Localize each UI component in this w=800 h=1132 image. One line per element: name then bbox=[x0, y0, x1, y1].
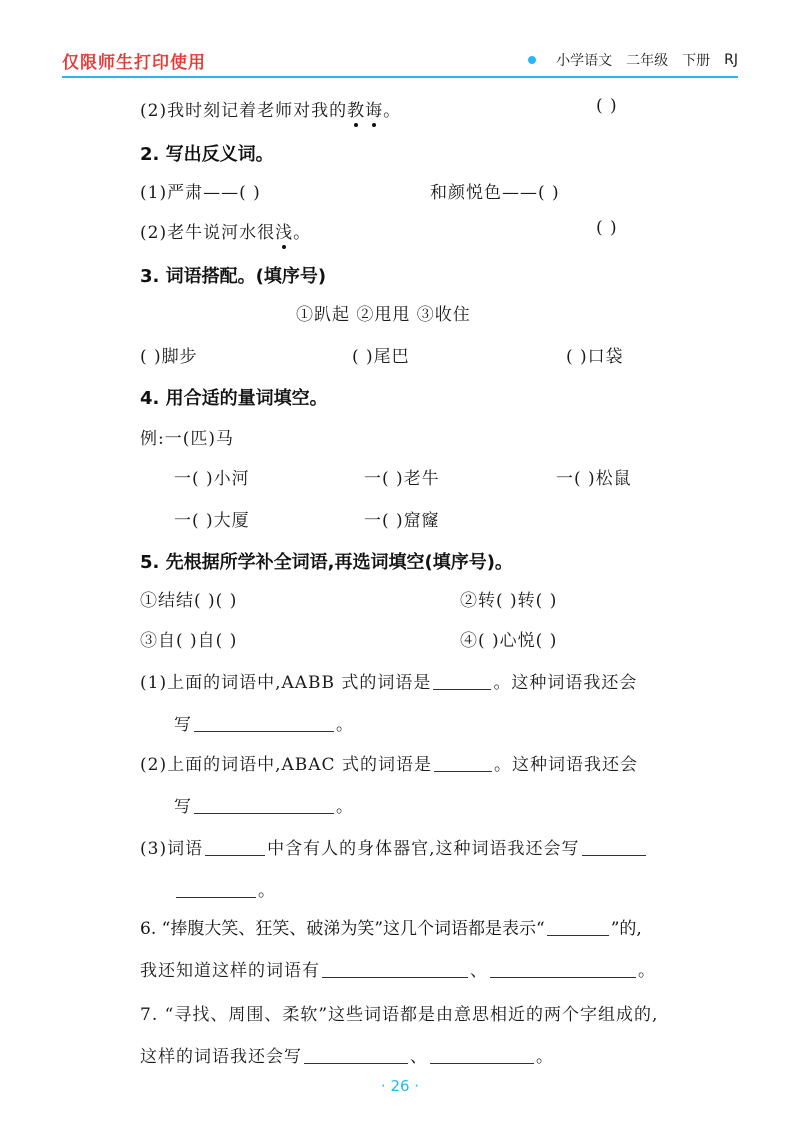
fill-blank[interactable] bbox=[430, 1062, 534, 1064]
fill-blank[interactable] bbox=[547, 934, 609, 936]
fill-blank[interactable] bbox=[434, 770, 492, 772]
prev-item-2: (2)我时刻记着老师对我的教诲。 bbox=[140, 96, 401, 121]
header-divider bbox=[62, 76, 738, 78]
subject-label: 小学语文 bbox=[556, 53, 613, 69]
edition-label: RJ bbox=[724, 52, 738, 68]
q3-pair-2[interactable]: ( )尾巴 bbox=[352, 347, 410, 367]
q5-sub-3: (3)词语 中含有人的身体器官,这种词语我还会写 bbox=[140, 834, 648, 859]
q5-sub-1: (1)上面的词语中,AABB 式的词语是 。这种词语我还会 bbox=[140, 673, 638, 693]
answer-bracket[interactable]: ( ) bbox=[596, 96, 618, 116]
fill-blank[interactable] bbox=[194, 730, 334, 732]
fill-blank[interactable] bbox=[322, 976, 468, 978]
q4-example: 例:一(匹)马 bbox=[140, 429, 234, 449]
fill-blank[interactable] bbox=[176, 896, 256, 898]
dotted-char: 浅 bbox=[275, 218, 293, 243]
fill-blank[interactable] bbox=[304, 1062, 408, 1064]
question-7-line1: 7. “寻找、周围、柔软”这些词语都是由意思相近的两个字组成的, bbox=[140, 1005, 659, 1025]
q5-sub-3-cont: 。 bbox=[174, 876, 276, 901]
question-6-line2: 我还知道这样的词语有 、 。 bbox=[140, 961, 656, 981]
question-3-title: 3. 词语搭配。(填序号) bbox=[140, 266, 327, 287]
volume-label: 下册 bbox=[682, 53, 711, 69]
q3-pair-3[interactable]: ( )口袋 bbox=[566, 347, 624, 367]
q4-r2c2[interactable]: 一( )窟窿 bbox=[364, 511, 440, 531]
question-7-line2: 这样的词语我还会写 、 。 bbox=[140, 1047, 554, 1067]
fill-blank[interactable] bbox=[582, 854, 646, 856]
page-number: · 26 · bbox=[380, 1077, 420, 1095]
q5-word-1[interactable]: ①结结( )( ) bbox=[140, 591, 238, 611]
q2-line1-b[interactable]: 和颜悦色——( ) bbox=[430, 183, 560, 203]
question-6-line1: 6. “捧腹大笑、狂笑、破涕为笑”这几个词语都是表示“ ”的, bbox=[140, 919, 642, 939]
q2-line1-a[interactable]: (1)严肃——( ) bbox=[140, 183, 261, 203]
q3-pair-1[interactable]: ( )脚步 bbox=[140, 347, 198, 367]
q4-r2c1[interactable]: 一( )大厦 bbox=[174, 511, 250, 531]
dotted-char: 教 bbox=[347, 96, 365, 121]
q5-word-2[interactable]: ②转( )转( ) bbox=[460, 591, 558, 611]
q5-sub-2-cont: 写 。 bbox=[174, 797, 354, 817]
header-info bbox=[528, 50, 738, 70]
question-2-title: 2. 写出反义词。 bbox=[140, 144, 274, 165]
dotted-char: 诲 bbox=[365, 96, 383, 121]
q5-sub-1-cont: 写 。 bbox=[174, 715, 354, 735]
q3-options: ①趴起 ②甩甩 ③收住 bbox=[296, 305, 471, 325]
q4-r1c2[interactable]: 一( )老牛 bbox=[364, 469, 440, 489]
question-5-title: 5. 先根据所学补全词语,再选词填空(填序号)。 bbox=[140, 552, 513, 573]
grade-label: 二年级 bbox=[626, 53, 669, 69]
q4-r1c3[interactable]: 一( )松鼠 bbox=[556, 469, 632, 489]
answer-bracket[interactable]: ( ) bbox=[596, 218, 618, 238]
fill-blank[interactable] bbox=[194, 812, 334, 814]
fill-blank[interactable] bbox=[433, 688, 491, 690]
print-notice: 仅限师生打印使用 bbox=[62, 53, 206, 73]
question-4-title: 4. 用合适的量词填空。 bbox=[140, 388, 328, 409]
q5-word-3[interactable]: ③自( )自( ) bbox=[140, 631, 238, 651]
bullet-dot-icon bbox=[528, 56, 536, 64]
fill-blank[interactable] bbox=[205, 854, 265, 856]
q2-line2: (2)老牛说河水很浅。 bbox=[140, 218, 311, 243]
q4-r1c1[interactable]: 一( )小河 bbox=[174, 469, 250, 489]
q5-sub-2: (2)上面的词语中,ABAC 式的词语是 。这种词语我还会 bbox=[140, 755, 638, 775]
fill-blank[interactable] bbox=[490, 976, 636, 978]
q5-word-4[interactable]: ④( )心悦( ) bbox=[460, 631, 558, 651]
